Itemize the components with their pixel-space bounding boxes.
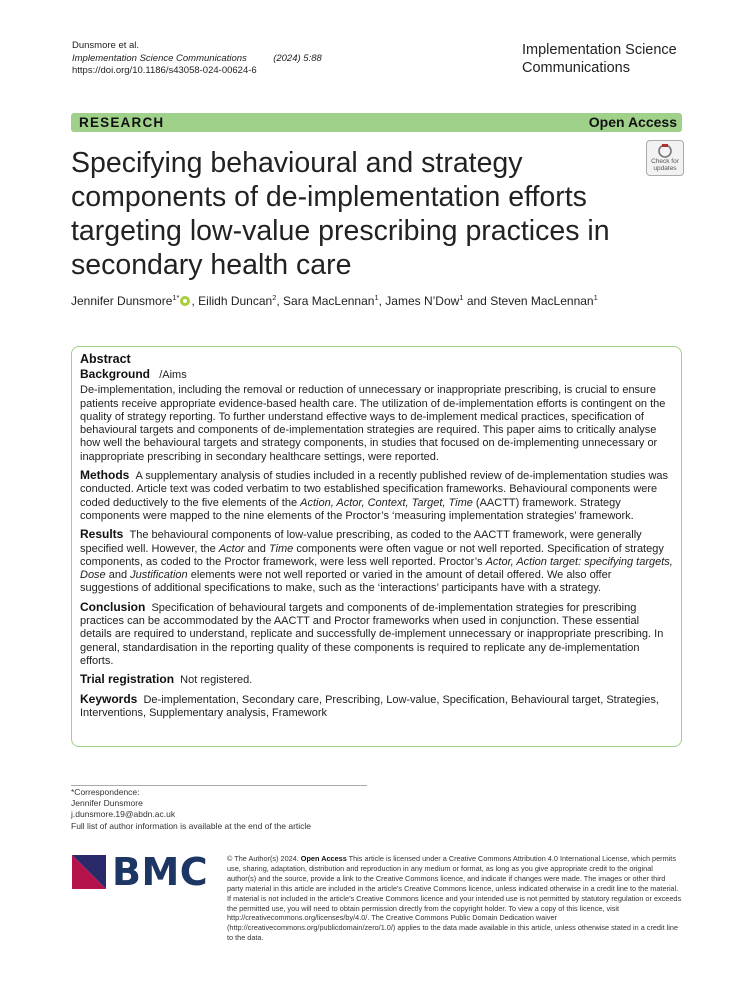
conclusion-label: Conclusion [80, 599, 146, 614]
correspondence-note: Full list of author information is available at the end of the article [71, 820, 312, 831]
journal-name: Implementation Science Communications [522, 42, 677, 76]
bmc-logo-mark-icon [72, 855, 106, 889]
author-list: Jennifer Dunsmore$^{1*}$ , Eilidh Duncan$^2$, Sara MacLennan$^1$, James N’Dow$^1$ and Steven MacLennan$^1$ [71, 293, 598, 308]
abstract-conclusion: Conclusion Specification of behavioural targets and components of de-implementation strategies for prescribing practices can be accommodated by the AACTT and Proctor frameworks when used in conjunction. These essential details are required to understand, replicate and successfully de-implement unnecessary or inappropriate prescribing. In general, standardisation in the reporting quality of these components is required to replicate any de-implementation efforts. [80, 599, 664, 667]
section-band [71, 113, 682, 132]
abstract-box [71, 346, 682, 747]
header-author-line: Dunsmore et al. [72, 40, 140, 51]
author-name[interactable]: Steven MacLennan [490, 294, 594, 308]
copyright-notice: © The Author(s) 2024. [227, 854, 299, 863]
orcid-icon[interactable] [180, 296, 190, 306]
bmc-logo-text: BMC [112, 850, 209, 894]
license-open-access: Open Access [300, 854, 347, 863]
open-access-label: Open Access [588, 114, 677, 130]
author-name[interactable]: Eilidh Duncan [198, 294, 273, 308]
header-journal: Implementation Science Communications [72, 52, 247, 64]
abstract-background: De-implementation, including the removal or reduction of unnecessary or inappropriate prescribing, is crucial to ensure patients receive appropriate evidence-based health care. The utilization of de-implementation efforts is contingent on the quality of strategy reporting. To further understand effective ways to de-implement medical practices, specification of behavioural targets and components of de-implementation strategies are required. This paper aims to critically analyse how well the behavioural targets and strategy components, in studies that focused on de-implementing unnecessary or inappropriate prescribing in secondary healthcare settings, were reported. [80, 384, 666, 463]
section-label: RESEARCH [79, 115, 165, 130]
author-name[interactable]: Sara MacLennan [283, 294, 375, 308]
correspondence-block [71, 787, 311, 832]
correspondence-label: *Correspondence: [71, 787, 140, 797]
check-for-updates-badge[interactable] [646, 140, 684, 176]
trial-label: Trial registration [80, 672, 175, 687]
abstract-methods: Methods A supplementary analysis of studies included in a recently published review of de-implementation studies was conducted. Article text was coded verbatim to two established specification frameworks. Behavioural components were coded deductively to the five elements of the Action, Actor, Context, Target, Time (AACTT) framework. Strategy components were mapped to the nine elements of the Proctor’s ‘measuring implementation strategies’ framework. [80, 468, 669, 522]
correspondence-name: Jennifer Dunsmore [71, 798, 143, 809]
abstract-background-heading [80, 368, 673, 382]
results-label: Results [80, 527, 124, 542]
author-affiliation: 1 [374, 293, 379, 302]
author-affiliation: 2 [272, 293, 277, 302]
abstract-keywords: Keywords De-implementation, Secondary care, Prescribing, Low-value, Specification, Behavioural target, Strategies, Interventions, Supplementary analysis, Framework [80, 691, 659, 719]
footnote-divider [71, 785, 367, 786]
background-label: Background [80, 367, 151, 381]
license-body: This article is licensed under a Creative Commons Attribution 4.0 International License, which permits use, sharing, adaptation, distribution and reproduction in any medium or format, as long as you give appropriate credit to the original author(s) and the source, provide a link to the Creative Commons licence, and indicate if changes were made. The images or other third party material in this article are included in the article’s Creative Commons licence, unless indicated otherwise in a credit line to the material. If material is not included in the article’s Creative Commons licence and your intended use is not permitted by statutory regulation or exceeds the permitted use, you will need to obtain permission directly from the copyright holder. To view a copy of this licence, visit http://creativecommons.org/licenses/by/4.0/. The Creative Commons Public Domain Dedication waiver (http://creativecommons.org/publicdomain/zero/1.0/) applies to the data made available in this article, unless otherwise stated in a credit line to the data. [227, 854, 682, 943]
methods-label: Methods [80, 468, 130, 483]
abstract-trial-registration: Trial registration Not registered. [80, 672, 253, 687]
background-suffix: /Aims [159, 369, 187, 381]
abstract-heading: Abstract [80, 352, 131, 366]
header-doi-link[interactable]: https://doi.org/10.1186/s43058-024-00624-6 [72, 65, 257, 76]
article-title: Specifying behavioural and strategy components of de-implementation efforts targeting low-value prescribing practices in secondary health care [71, 147, 610, 281]
badge-line1: Check for [651, 158, 679, 165]
author-name[interactable]: James N’Dow [385, 294, 460, 308]
correspondence-email[interactable]: j.dunsmore.19@abdn.ac.uk [71, 809, 176, 820]
keywords-label: Keywords [80, 691, 138, 706]
badge-line2: updates [653, 165, 677, 172]
author-affiliation: 1 [593, 293, 598, 302]
check-for-updates-icon [657, 144, 673, 158]
header-year-volume: (2024) 5:88 [273, 52, 322, 64]
bmc-logo [72, 850, 210, 894]
abstract-results: Results The behavioural components of low-value prescribing, as coded to the AACTT framework, were generally specified well. However, the Actor and Time components were often vague or not well reported. Specification of strategy components, as coded to the Proctor framework, were less well reported. Proctor’s Actor, Action target: specifying targets, Dose and Justification elements were not well reported or varied in the amount of detail offered. We also offer suggestions of additional specifications to make, such as the ‘interactions’ participants have with a strategy. [80, 527, 673, 595]
author-name[interactable]: Jennifer Dunsmore [71, 294, 173, 308]
license-text [227, 854, 682, 943]
author-affiliation: 1 [459, 293, 464, 302]
running-header [72, 40, 322, 78]
author-affiliation: 1* [172, 293, 180, 302]
